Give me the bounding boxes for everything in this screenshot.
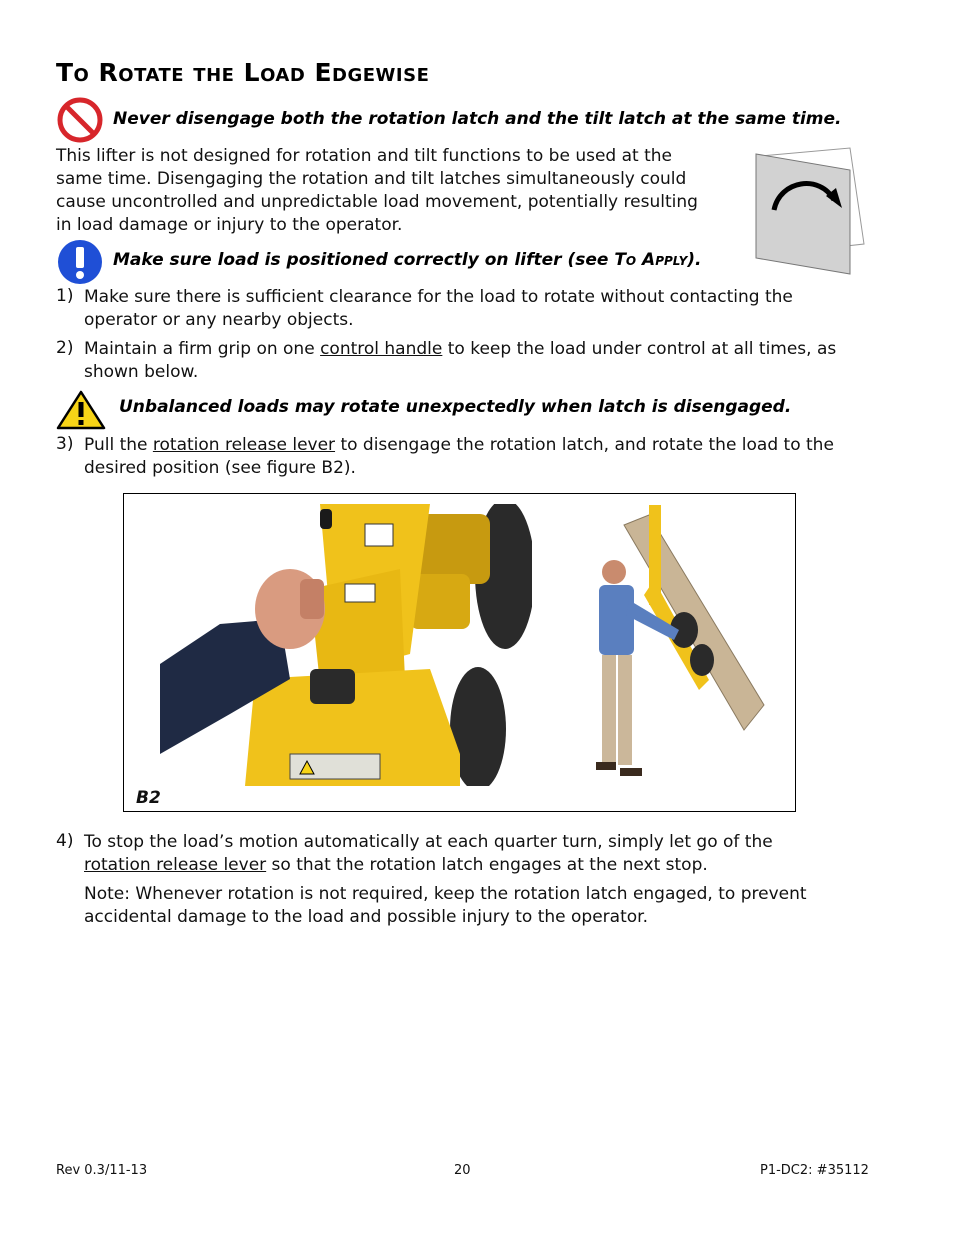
mandatory-notice: Make sure load is positioned correctly on lifter (see To Apply). [113, 250, 702, 270]
footer-document-id: P1-DC2: #35112 [760, 1163, 869, 1178]
footer-page-number: 20 [454, 1163, 471, 1178]
rotation-release-lever-link[interactable]: rotation release lever [84, 855, 267, 875]
intro-paragraph: This lifter is not designed for rotation and tilt functions to be used at the same time. Disengaging the rotation and tilt latches simultaneously could cause uncontrolled and unpredictable load movement, potentially resulting in load damage or injury to the operator. [56, 146, 698, 235]
steps-list-bottom [56, 831, 856, 929]
mandatory-icon [56, 239, 104, 285]
rotation-diagram-icon [740, 140, 868, 280]
lifter-closeup-photo [160, 504, 532, 786]
caution-warning: Unbalanced loads may rotate unexpectedly when latch is disengaged. [119, 397, 792, 417]
list-item: 2) Maintain a firm grip on one control handle to keep the load under control at all times, as shown below. [56, 338, 837, 382]
figure-b2 [123, 493, 796, 812]
rotation-release-lever-link[interactable]: rotation release lever [152, 435, 336, 455]
control-handle-link[interactable]: control handle [320, 339, 443, 359]
steps-list-middle [56, 434, 856, 480]
list-item: 4) To stop the load’s motion automatically at each quarter turn, simply let go of the rotation release lever so that the rotation latch engages at the next stop. [56, 831, 773, 875]
figure-label: B2 [136, 788, 161, 808]
list-item: 1) Make sure there is sufficient clearance for the load to rotate without contacting the operator or any nearby objects. [56, 286, 793, 330]
prohibit-warning: Never disengage both the rotation latch and the tilt latch at the same time. [113, 109, 842, 129]
footer-revision: Rev 0.3/11-13 [56, 1163, 148, 1178]
note: Note: Whenever rotation is not required, keep the rotation latch engaged, to prevent accidental damage to the load and possible injury to the operator. [84, 884, 807, 927]
caution-icon [56, 390, 106, 430]
steps-list-top [56, 286, 856, 384]
prohibition-icon [56, 96, 106, 144]
page-title: To Rotate the Load Edgewise [56, 58, 430, 87]
list-item: 3) Pull the rotation release lever to disengage the rotation latch, and rotate the load to the desired position (see figure B2). [56, 434, 834, 478]
operator-rotating-load-photo [584, 500, 784, 790]
to-apply-reference[interactable]: To Apply [614, 250, 688, 270]
